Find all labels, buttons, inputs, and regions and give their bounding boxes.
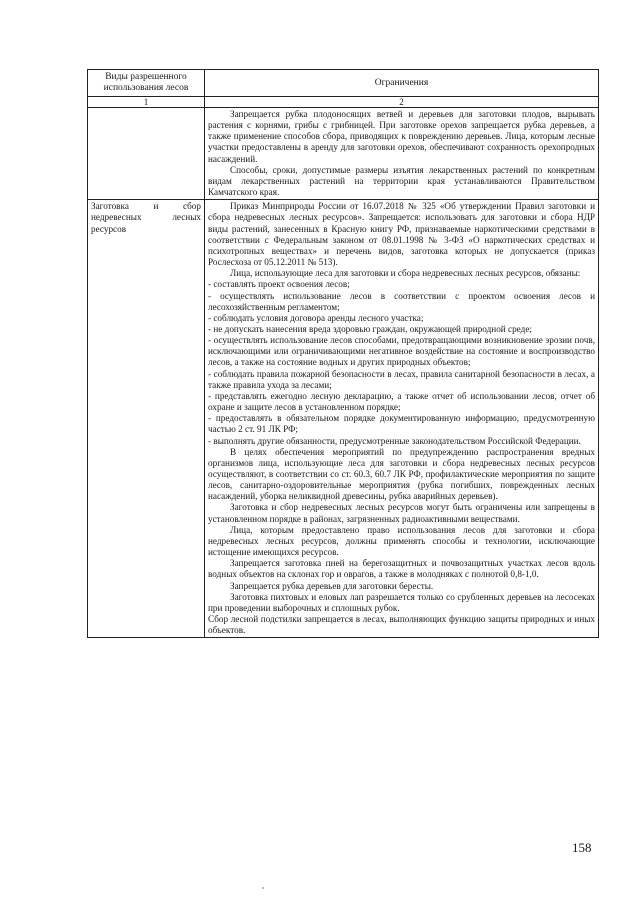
restriction-paragraph: Способы, сроки, допустимые размеры изъятия лекарственных растений по конкретным видам лекарственных растений на территории края устанавливаются Правительством Камчатского края. — [208, 164, 595, 198]
table-row — [88, 200, 599, 638]
restriction-paragraph: Приказ Минприроды России от 16.07.2018 № 325 «Об утверждении Правил заготовки и сбора недревесных лесных ресурсов». Запрещается: использовать для заготовки и сбора НДР виды растений, занесенных в Красную книгу РФ, признаваемые наркотическими средствами в соответствии с Федеральным законом от 08.01.1998 № 3-ФЗ «О наркотических средствах и психотропных веществах» и перечень видов, заготовка которых не допускается (приказ Рослесхоза от 05.12.2011 № 513). — [208, 201, 595, 268]
usage-type-cell — [88, 108, 205, 200]
restriction-paragraph: Запрещается заготовка пней на берегозащитных и почвозащитных участках лесов вдоль водных объектов на склонах гор и оврагов, а также в молодняках с полнотой 0,8-1,0. — [208, 558, 595, 580]
restrictions-table — [87, 69, 599, 638]
page-number: 158 — [572, 840, 592, 855]
restriction-paragraph: В целях обеспечения мероприятий по предупреждению распространения вредных организмов лица, использующие леса для заготовки и сбора недревесных лесных ресурсов осуществляют, в соответствии со ст. 60.3, 60.7 ЛК РФ, профилактические мероприятия по защите лесов, санитарно-оздоровительные мероприятия (рубка погибших, поврежденных лесных насаждений, уборка неликвидной древесины, рубка аварийных деревьев). — [208, 446, 595, 502]
restriction-paragraph: - соблюдать условия договора аренды лесного участка; — [208, 312, 424, 323]
column-number-row — [88, 97, 599, 108]
restriction-paragraph: - составлять проект освоения лесов; — [208, 279, 350, 290]
restriction-paragraph: - не допускать нанесения вреда здоровью граждан, окружающей природной среде; — [208, 323, 532, 334]
restriction-paragraph: - осуществлять использование лесов в соответствии с проектом освоения лесов и лесохозяйственным регламентом; — [208, 290, 595, 312]
restriction-paragraph: - осуществлять использование лесов способами, предотвращающими возникновение эрозии почв, исключающими или ограничивающими негативное воздействие на состояние и воспроизводство лесов, а также на состояние водных и других природных объектов; — [208, 335, 595, 368]
restriction-paragraph: Заготовка и сбор недревесных лесных ресурсов могут быть ограничены или запрещены в установленном порядке в районах, загрязненных радиоактивными веществами. — [208, 502, 595, 524]
restriction-paragraph: - предоставлять в обязательном порядке документированную информацию, предусмотренную частью 2 ст. 91 ЛК РФ; — [208, 413, 595, 435]
restriction-paragraph: Лица, которым предоставлено право использования лесов для заготовки и сбора недревесных лесных ресурсов, должны применять способы и технологии, исключающие истощение имеющихся ресурсов. — [208, 524, 595, 558]
column-number-2: 2 — [205, 97, 599, 108]
restriction-paragraph: Заготовка пихтовых и еловых лап разрешается только со срубленных деревьев на лесосеках при проведении выборочных и сплошных рубок. — [208, 591, 595, 613]
restrictions-cell — [205, 200, 599, 638]
header-restrictions: Ограничения — [205, 70, 599, 97]
restriction-paragraph: - выполнять другие обязанности, предусмотренные законодательством Российской Федерации. — [208, 435, 581, 446]
column-number-1: 1 — [88, 97, 205, 108]
scan-speck — [262, 887, 264, 889]
document-page — [87, 69, 599, 638]
table-header-row — [88, 70, 599, 97]
header-usage-types: Виды разрешенного использования лесов — [88, 70, 205, 97]
restriction-paragraph: - соблюдать правила пожарной безопасности в лесах, правила санитарной безопасности в лесах, а также правила ухода за лесами; — [208, 368, 595, 390]
usage-type-cell — [88, 200, 205, 638]
table-row — [88, 108, 599, 200]
restriction-paragraph: - представлять ежегодно лесную декларацию, а также отчет об использовании лесов, отчет об охране и защите лесов в установленном порядке; — [208, 390, 595, 413]
restriction-paragraph: Лица, использующие леса для заготовки и сбора недревесных лесных ресурсов, обязаны: — [230, 268, 581, 279]
usage-type-label: Заготовка и сбор недревесных лесных ресурсов — [91, 201, 201, 234]
restriction-paragraph: Сбор лесной подстилки запрещается в лесах, выполняющих функцию защиты природных и иных объектов. — [208, 614, 595, 636]
restriction-paragraph: Запрещается рубка плодоносящих ветвей и деревьев для заготовки плодов, вырывать растения с корнями, грибы с грибницей. При заготовке орехов запрещается рубка деревьев, а также применение способов сбора, приводящих к повреждению деревьев. Лица, которым лесные участки предоставлены в аренду для заготовки орехов, обеспечивают сохранность орехопродных насаждений. — [208, 109, 595, 164]
restrictions-cell — [205, 108, 599, 200]
restriction-paragraph: Запрещается рубка деревьев для заготовки бересты. — [230, 580, 434, 591]
